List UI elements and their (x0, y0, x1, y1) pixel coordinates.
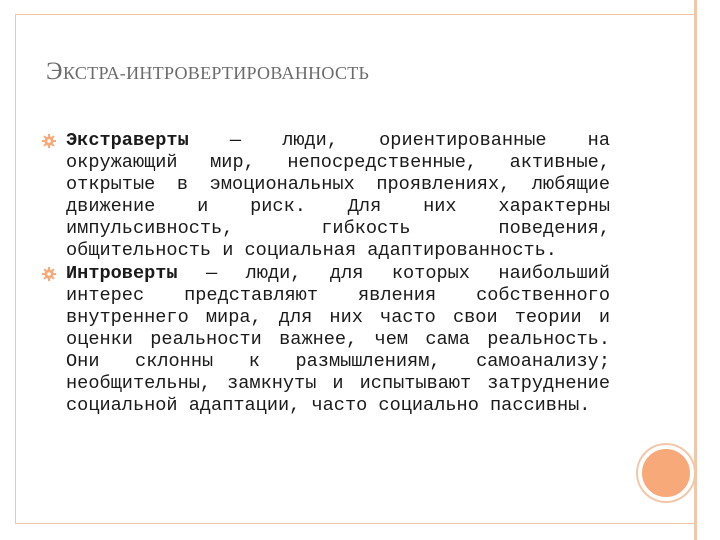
gear-bullet-icon (42, 267, 56, 281)
slide-content (66, 130, 610, 417)
bullet-text: — люди, для которых наибольший интерес представляют явления собственного внутреннего мира, для них часто свои теории и оценки реальности важнее, чем сама реальность. Они склонны к размышлениям, самоанализу; необщительны, замкнуты и испытывают затруднение социальной адаптации, часто социально пассивны. (66, 263, 610, 416)
bullet-introverts (66, 263, 610, 417)
slide-title (46, 58, 369, 86)
slide-title-rest: КСТРА-ИНТРОВЕРТИРОВАННОСТЬ (63, 63, 370, 83)
right-accent-strip (694, 0, 697, 540)
bullet-text: — люди, ориентированные на окружающий мир, непосредственные, активные, открытые в эмоциональных проявлениях, любящие движение и риск. Для них характерны импульсивность, гибкость поведения, общительность и социальная адаптированность. (66, 130, 610, 261)
bullet-term: Экстраверты (66, 130, 189, 151)
decorative-circle (638, 445, 694, 501)
bullet-term: Интроверты (66, 263, 178, 284)
slide-title-initial: Э (46, 58, 64, 85)
bullet-extraverts (66, 130, 610, 262)
gear-bullet-icon (42, 134, 56, 148)
